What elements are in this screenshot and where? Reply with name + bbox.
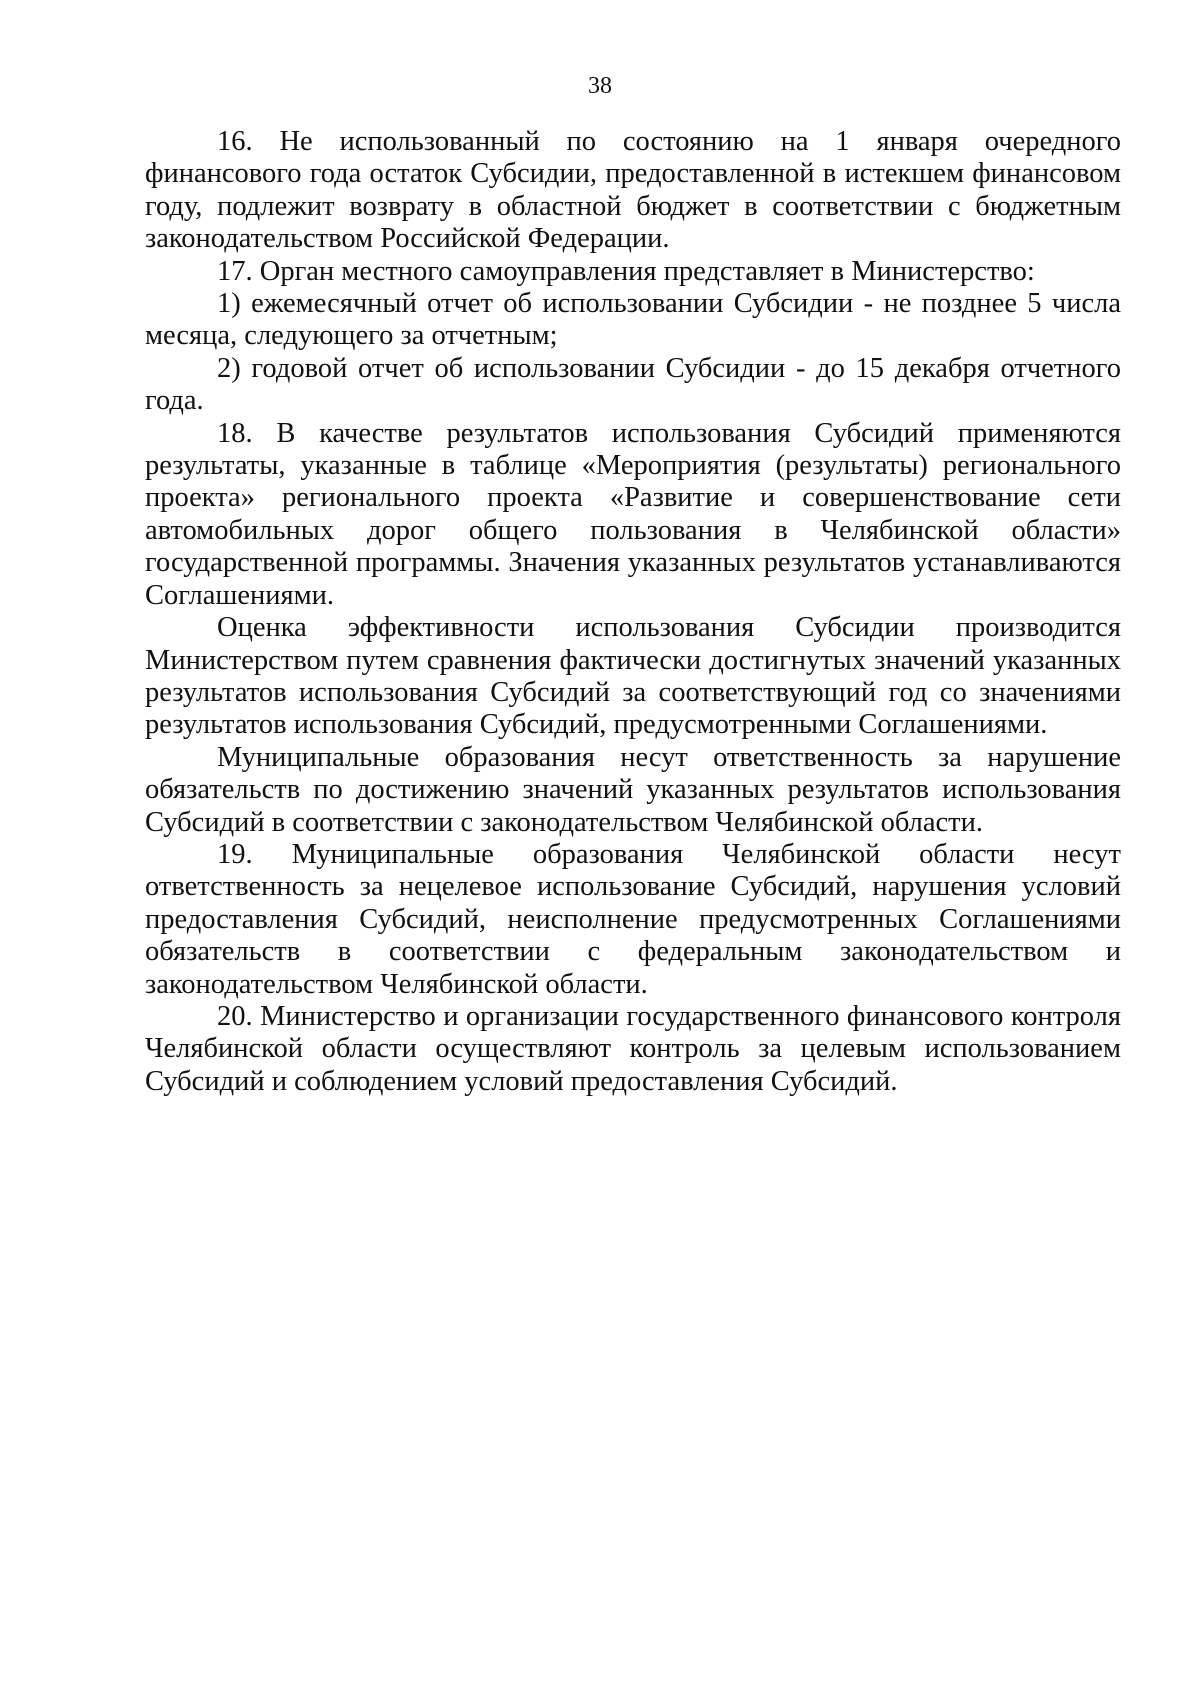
paragraph-18: 18. В качестве результатов использования Субсидий применяются результаты, указанные в таблице «Мероприятия (результаты) регионального проекта» регионального проекта «Развитие и совершенствование сети автомобильных дорог общего пользования в Челябинской области» государственной программы. Значения указанных результатов устанавливаются Соглашениями.	[145, 417, 1121, 611]
paragraph-17: 17. Орган местного самоуправления представляет в Министерство:	[217, 255, 1035, 287]
paragraph-16: 16. Не использованный по состоянию на 1 января очередного финансового года остаток Субсидии, предоставленной в истекшем финансовом году, подлежит возврату в областной бюджет в соответствии с бюджетным законодательством Российской Федерации.	[145, 126, 1121, 255]
paragraph-20: 20. Министерство и организации государственного финансового контроля Челябинской области осуществляют контроль за целевым использованием Субсидий и соблюдением условий предоставления Субсидий.	[145, 1000, 1121, 1097]
paragraph-17-item-1: 1) ежемесячный отчет об использовании Субсидии - не позднее 5 числа месяца, следующего за отчетным;	[145, 288, 1121, 352]
page-number: 38	[588, 73, 612, 99]
paragraph-17-item-2: 2) годовой отчет об использовании Субсидии - до 15 декабря отчетного года.	[145, 352, 1121, 417]
document-body	[145, 126, 1121, 1098]
paragraph-19: 19. Муниципальные образования Челябинской области несут ответственность за нецелевое использование Субсидий, нарушения условий предоставления Субсидий, неисполнение предусмотренных Соглашениями обязательств в соответствии с федеральным законодательством и законодательством Челябинской области.	[145, 838, 1121, 1000]
paragraph-18-evaluation: Оценка эффективности использования Субсидии производится Министерством путем сравнения фактически достигнутых значений указанных результатов использования Субсидий за соответствующий год со значениями результатов использования Субсидий, предусмотренными Соглашениями.	[145, 612, 1121, 741]
paragraph-18-responsibility: Муниципальные образования несут ответственность за нарушение обязательств по достижению значений указанных результатов использования Субсидий в соответствии с законодательством Челябинской области.	[145, 741, 1121, 838]
